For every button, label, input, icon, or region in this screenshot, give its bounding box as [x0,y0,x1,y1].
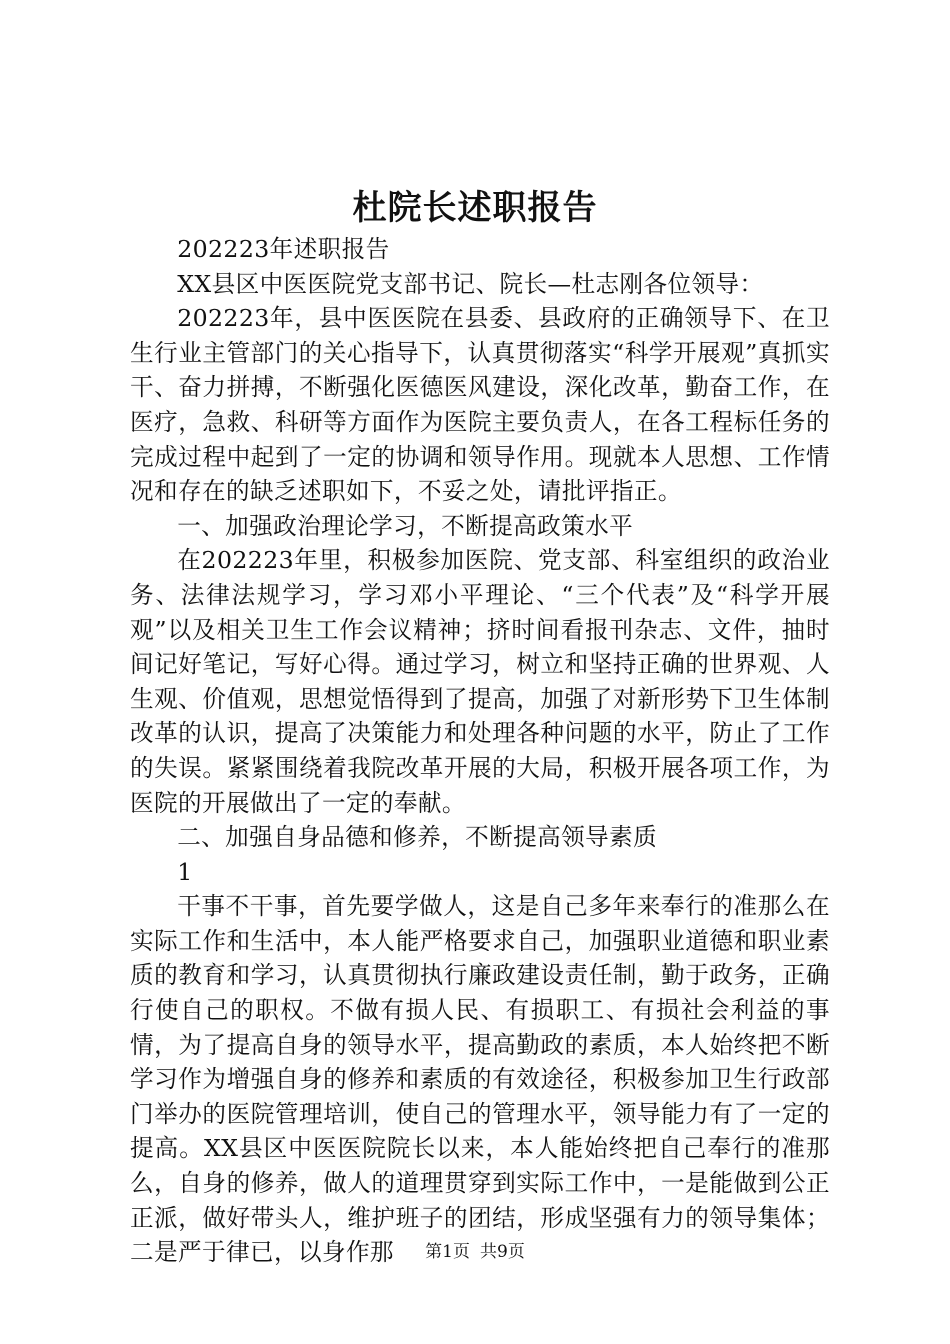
page-footer [0,1240,950,1264]
paragraph-report-year: 202223年述职报告 [177,235,390,263]
paragraph-section-2: 干事不干事，首先要学做人，这是自己多年来奉行的准那么在实际工作和生活中，本人能严格要求自己，加强职业道德和职业素质的教育和学习，认真贯彻执行廉政建设责任制，勤于政务，正确行使自己的职权。不做有损人民、有损职工、有损社会利益的事情，为了提高自身的领导水平，提高勤政的素质，本人始终把不断学习作为增强自身的修养和素质的有效途径，积极参加卫生行政部门举办的医院管理培训，使自己的管理水平，领导能力有了一定的提高。XX县区中医医院院长以来，本人能始终把自己奉行的准那么，自身的修养，做人的道理贯穿到实际工作中，一是能做到公正正派，做好带头人，维护班子的团结，形成坚强有力的领导集体；二是严于律已，以身作那 [130,892,830,1267]
paragraph-introduction: 202223年，县中医医院在县委、县政府的正确领导下、在卫生行业主管部门的关心指导下，认真贯彻落实“科学开展观”真抓实干、奋力拼搏，不断强化医德医风建设，深化改革，勤奋工作，在医疗，急救、科研等方面作为医院主要负责人，在各工程标任务的完成过程中起到了一定的协调和领导作用。现就本人思想、工作情况和存在的缺乏述职如下，不妥之处，请批评指正。 [130,304,830,506]
page-number: 第1页 [425,1242,470,1262]
document-body [130,232,830,1270]
paragraph-section-1: 在202223年里，积极参加医院、党支部、科室组织的政治业务、法律法规学习，学习邓小平理论、“三个代表”及“科学开展观”以及相关卫生工作会议精神；挤时间看报刊杂志、文件，抽时间记好笔记，写好心得。通过学习，树立和坚持正确的世界观、人生观、价值观，思想觉悟得到了提高，加强了对新形势下卫生体制改革的认识，提高了决策能力和处理各种问题的水平，防止了工作的失误。紧紧围绕着我院改革开展的大局，积极开展各项工作，为医院的开展做出了一定的奉献。 [130,546,830,817]
total-pages: 共9页 [480,1242,525,1262]
section-heading-2: 二、加强自身品德和修养，不断提高领导素质 [177,823,658,852]
paragraph-number-marker: 1 [177,857,193,886]
document-title: 杜院长述职报告 [352,188,598,228]
section-heading-1: 一、加强政治理论学习，不断提高政策水平 [177,511,634,540]
paragraph-author-line: XX县区中医医院党支部书记、院长—杜志刚各位领导： [177,269,764,298]
